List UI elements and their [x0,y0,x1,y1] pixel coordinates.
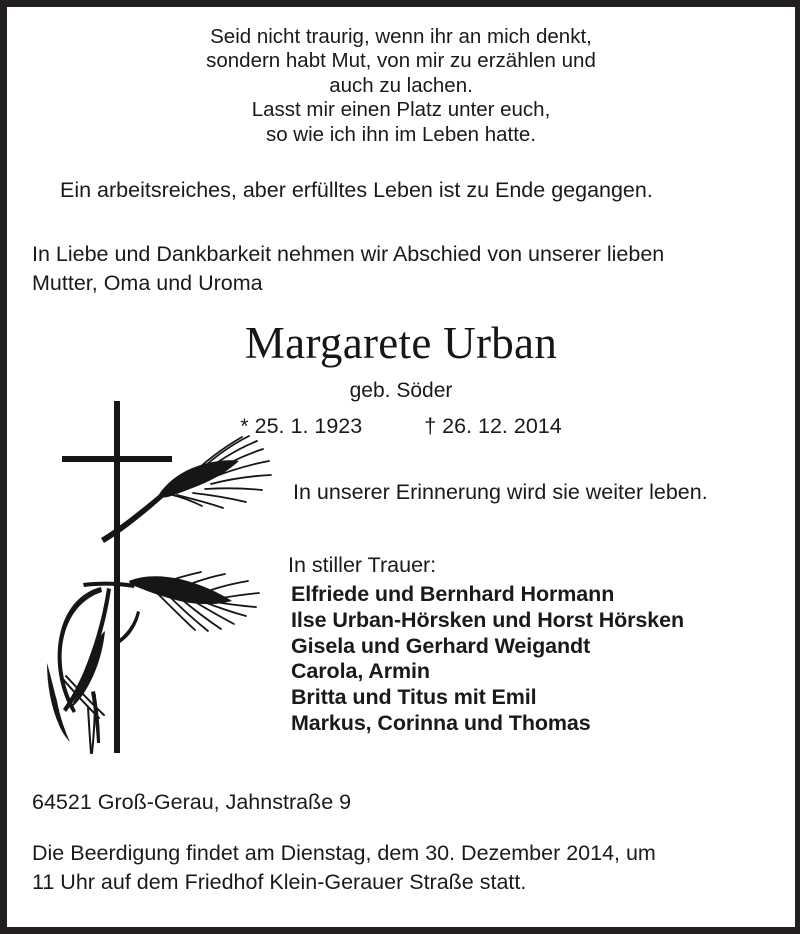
mourner-line: Carola, Armin [291,659,430,684]
leaf-thick-left [47,663,70,742]
poem-line: sondern habt Mut, von mir zu erzählen und [206,49,596,73]
memorial-poem [7,25,795,147]
deceased-maiden-name: geb. Söder [349,379,453,402]
poem-line: Seid nicht traurig, wenn ihr an mich denkt, [210,25,592,48]
farewell-line: In Liebe und Dankbarkeit nehmen wir Abschied von unserer lieben [32,242,665,266]
mourner-line: Markus, Corinna und Thomas [291,710,591,735]
poem-line: auch zu lachen. [329,73,473,97]
poem-line: Lasst mir einen Platz unter euch, [251,98,551,122]
mourner-line: Britta und Titus mit Emil [291,685,537,710]
address-line: 64521 Groß-Gerau, Jahnstraße 9 [32,790,352,814]
cross-with-wheat-illustration [25,395,275,760]
death-date: † 26. 12. 2014 [424,414,562,438]
funeral-line: Die Beerdigung findet am Dienstag, dem 30. Dezember 2014, um [32,841,656,865]
deceased-name: Margarete Urban [244,318,558,368]
wheat-upper-stem [101,492,165,543]
mourning-label: In stiller Trauer: [288,553,437,577]
mourner-line: Gisela und Gerhard Weigandt [291,633,591,658]
cross-vertical-beam [114,401,120,753]
funeral-details [32,839,656,897]
funeral-line: 11 Uhr auf dem Friedhof Klein-Gerauer Straße statt. [32,870,527,894]
leaf-broad-center [63,588,111,712]
mourner-line: Ilse Urban-Hörsken und Horst Hörsken [291,607,685,632]
notice-inner [7,7,795,927]
poem-line: so wie ich ihn im Leben hatte. [265,122,537,146]
farewell-line: Mutter, Oma und Uroma [32,271,263,295]
mourners-list [291,582,684,737]
farewell-paragraph [32,240,664,298]
lead-sentence: Ein arbeitsreiches, aber erfülltes Leben ist zu Ende gegangen. [60,178,653,202]
cross-horizontal-beam [62,456,172,462]
wheat-lower-stem [83,582,135,588]
birth-date: * 25. 1. 1923 [240,414,363,438]
memory-sentence: In unserer Erinnerung wird sie weiter leben. [293,480,708,504]
mourner-line: Elfriede und Bernhard Hormann [291,582,615,606]
